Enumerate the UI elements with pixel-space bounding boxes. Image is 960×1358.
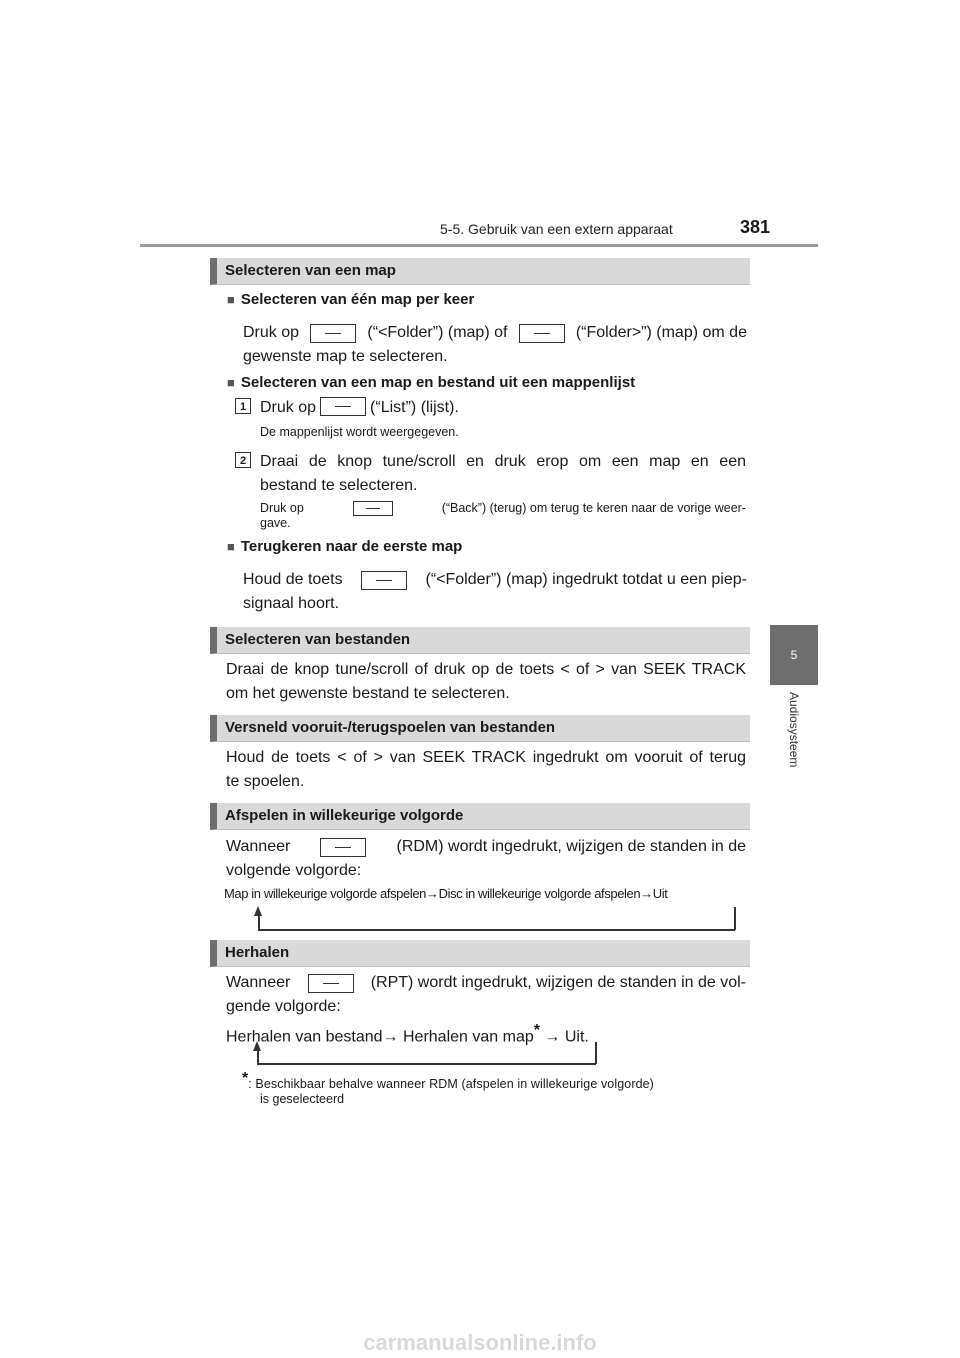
folder-up-button-icon <box>519 324 565 343</box>
rdm-button-icon <box>320 838 366 857</box>
square-bullet-icon: ■ <box>227 375 235 390</box>
subheading-folder-list: ■ Selecteren van een map en bestand uit een mappenlijst <box>227 374 636 391</box>
section-bar-files <box>210 627 750 654</box>
flow-line <box>257 1063 596 1065</box>
list-button-icon <box>320 397 366 416</box>
back-button-icon <box>353 501 393 516</box>
random-flow-text: Map in willekeurige volgorde afspelen→Disc in willekeurige volgorde afspelen→Uit <box>224 886 668 901</box>
flow-line <box>595 1042 597 1064</box>
subheading-first-folder: ■ Terugkeren naar de eerste map <box>227 538 463 555</box>
folder-down-button-icon <box>310 324 356 343</box>
subheading-one-folder: ■ Selecteren van één map per keer <box>227 291 475 308</box>
section-bar-random <box>210 803 750 830</box>
repeat-flow-text: Herhalen van bestand→ Herhalen van map* → Uit. <box>226 1022 589 1046</box>
step-1-note: De mappenlijst wordt weergegeven. <box>260 425 459 439</box>
page-number: 381 <box>740 217 771 237</box>
flow-line <box>258 929 735 931</box>
paragraph-repeat: Wanneer (RPT) wordt ingedrukt, wijzigen de standen in de vol- gende volgorde: <box>226 974 746 1015</box>
step-1-badge: 1 <box>235 397 251 415</box>
paragraph-first-folder: Houd de toets (“<Folder”) (map) ingedrukt totdat u een piep- signaal hoort. <box>243 571 747 612</box>
chapter-label: Audiosysteem <box>787 692 801 768</box>
footnote: *: Beschikbaar behalve wanneer RDM (afspelen in willekeurige volgorde) is geselecteerd <box>242 1070 654 1107</box>
chapter-number: 5 <box>790 648 798 662</box>
step-2-note: Druk op (“Back”) (terug) om terug te keren naar de vorige weer- gave. <box>260 501 746 530</box>
step-2-text: Draai de knop tune/scroll en druk erop om een map en een bestand te selecteren. <box>260 453 746 494</box>
square-bullet-icon: ■ <box>227 292 235 307</box>
section-title: Selecteren van een map <box>225 262 396 279</box>
flow-line <box>257 1049 259 1064</box>
paragraph-fast-forward: Houd de toets < of > van SEEK TRACK ingedrukt om vooruit of terug te spoelen. <box>226 749 746 790</box>
square-bullet-icon: ■ <box>227 539 235 554</box>
step-1-text: Druk op (“List”) (lijst). <box>260 399 459 416</box>
paragraph-folder-select: Druk op (“<Folder”) (map) of (“Folder>”) (map) om de gewenste map te selecteren. <box>243 324 747 365</box>
rpt-button-icon <box>308 974 354 993</box>
section-title: Versneld vooruit-/terugspoelen van bestanden <box>225 719 556 736</box>
step-2-badge: 2 <box>235 451 251 469</box>
folder-down-button-icon <box>361 571 407 590</box>
section-bar-repeat <box>210 940 750 967</box>
paragraph-select-files: Draai de knop tune/scroll of druk op de toets < of > van SEEK TRACK om het gewenste bestand te selecteren. <box>226 661 746 702</box>
chapter-tab <box>770 625 818 685</box>
watermark: carmanualsonline.info <box>363 1330 597 1355</box>
section-title: Selecteren van bestanden <box>225 631 411 648</box>
flow-line <box>258 914 260 930</box>
running-header-section: 5-5. Gebruik van een extern apparaat <box>440 221 673 237</box>
section-title: Afspelen in willekeurige volgorde <box>225 807 464 824</box>
section-title: Herhalen <box>225 944 290 961</box>
flow-line <box>734 907 736 930</box>
section-bar-fast-forward <box>210 715 750 742</box>
paragraph-random: Wanneer (RDM) wordt ingedrukt, wijzigen de standen in de volgende volgorde: <box>226 838 746 879</box>
header-rule <box>140 244 818 247</box>
section-bar-folder <box>210 258 750 285</box>
